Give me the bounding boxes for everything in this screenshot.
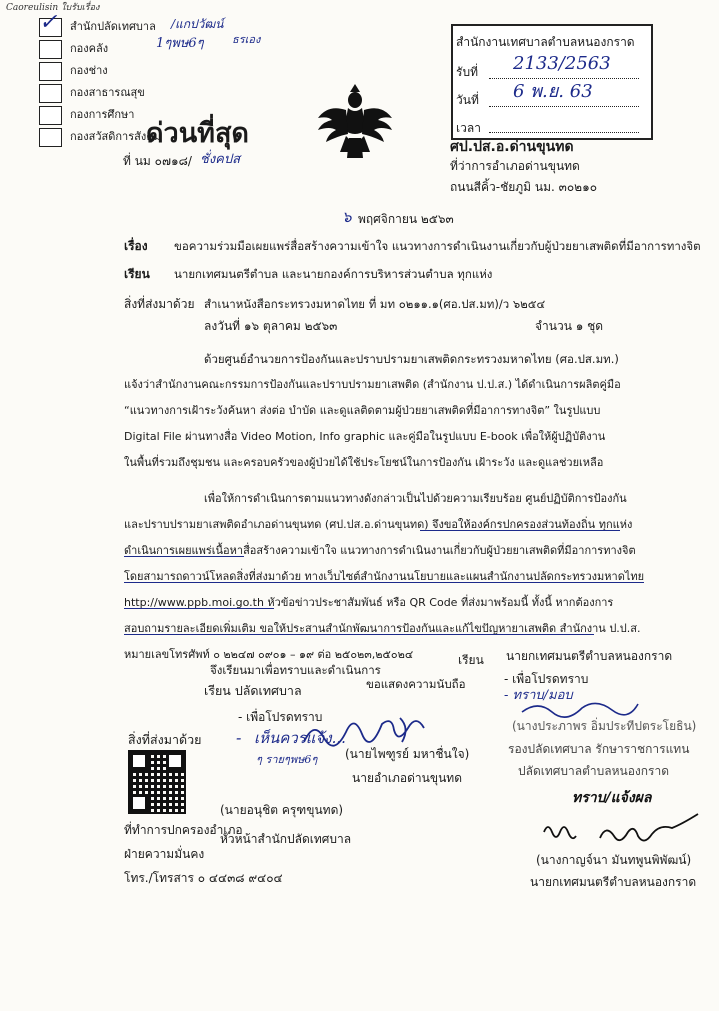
stamp-recv-value: 2133/2563 bbox=[513, 53, 611, 74]
paragraph-line: หมายเลขโทรศัพท์ ๐ ๒๒๔๗ ๐๙๐๑ – ๑๙ ต่อ ๒๕๐๒๓,๒๕๐๒๔ bbox=[124, 648, 414, 661]
doc-number-hand: ชั่งคปส bbox=[200, 152, 241, 167]
checkbox-label: กองคลัง bbox=[70, 42, 109, 55]
signer-name: (นายไพฑูรย์ มหาชื่นใจ) bbox=[345, 747, 470, 761]
sender-office: ที่ว่าการอำเภอด่านขุนทด bbox=[450, 159, 580, 173]
checkbox[interactable] bbox=[39, 40, 62, 59]
stamp-line bbox=[489, 106, 639, 107]
mayor-name: (นางกาญจ์นา มันทพูนพิพัฒน์) bbox=[536, 853, 692, 867]
checkbox[interactable] bbox=[39, 128, 62, 147]
checkbox[interactable] bbox=[39, 62, 62, 81]
right-hand-order: ทราบ/แจ้งผล bbox=[572, 790, 652, 806]
checkbox-label: กองการศึกษา bbox=[70, 108, 135, 121]
paragraph-line: ด้วยศูนย์อำนวยการป้องกันและปราบปรามยาเสพติดกระทรวงมหาดไทย (ศอ.ปส.มท.) bbox=[204, 352, 619, 366]
left-note-date: ๆ รายๆพษ6ๆ bbox=[256, 753, 318, 766]
pen-underline bbox=[124, 582, 644, 583]
top-scribble: Caoreulisin ใบรับเรื่อง bbox=[6, 3, 100, 13]
attachment-count: จำนวน ๑ ชุด bbox=[535, 319, 604, 333]
checkbox[interactable] bbox=[39, 84, 62, 103]
deputy-title: ปลัดเทศบาลตำบลหนองกราด bbox=[518, 764, 670, 778]
checkbox-row bbox=[39, 62, 239, 83]
paragraph-line: ดำเนินการเผยแพร่เนื้อหาสื่อสร้างความเข้าใจ แนวทางการดำเนินงานเกี่ยวกับผู้ป่วยยาเสพติดที่มีอาการทางจิต bbox=[124, 544, 636, 557]
checkbox-label: กองสวัสดิการสังคม bbox=[70, 130, 161, 143]
qr-finder bbox=[166, 752, 184, 770]
mayor-title: นายกเทศมนตรีตำบลหนองกราด bbox=[530, 875, 697, 889]
urgency-label: ด่วนที่สุด bbox=[146, 118, 249, 149]
hand-note: ธรเอง bbox=[232, 33, 261, 46]
date-text: พฤศจิกายน ๒๕๖๓ bbox=[358, 212, 454, 226]
paragraph-line: Digital File ผ่านทางสื่อ Video Motion, Info graphic และคู่มือในรูปแบบ E-book เพื่อให้ผู้ปฏิบัติงาน bbox=[124, 430, 606, 443]
right-note-to-label: เรียน bbox=[458, 653, 484, 667]
right-note-item: - เพื่อโปรดทราบ bbox=[504, 672, 589, 686]
paragraph-line: “แนวทางการเฝ้าระวังค้นหา ส่งต่อ บำบัด และดูแลติดตามผู้ป่วยยาเสพติดที่มีอาการทางจิต” ในรูปแบบ bbox=[124, 404, 601, 417]
checkbox-row bbox=[39, 40, 239, 61]
paragraph-line: โดยสามารถดาวน์โหลดสิ่งที่ส่งมาด้วย ทางเว็บไซต์สำนักงานนโยบายและแผนสำนักงานปลัดกระทรวงมหาดไทย bbox=[124, 570, 645, 583]
attachment-text: สำเนาหนังสือกระทรวงมหาดไทย ที่ มท ๐๒๑๑.๑(ศอ.ปส.มท)/ว ๖๒๕๔ bbox=[204, 297, 546, 311]
stamp-date-label: วันที่ bbox=[456, 93, 479, 107]
date-day-hand: ๖ bbox=[342, 208, 352, 226]
checkbox-label: กองช่าง bbox=[70, 64, 108, 77]
receive-stamp bbox=[451, 24, 653, 140]
attachment-label: สิ่งที่ส่งมาด้วย bbox=[124, 297, 195, 311]
paragraph-line: แจ้งว่าสำนักงานคณะกรรมการป้องกันและปราบปรามยาเสพติด (สำนักงาน ป.ป.ส.) ได้ดำเนินการผลิตคู่มือ bbox=[124, 378, 621, 391]
paragraph-line: เพื่อให้การดำเนินการตามแนวทางดังกล่าวเป็นไปด้วยความเรียบร้อย ศูนย์ปฏิบัติการป้องกัน bbox=[204, 492, 627, 505]
right-note-to: นายกเทศมนตรีตำบลหนองกราด bbox=[506, 649, 673, 663]
footer-dept: ฝ่ายความมั่นคง bbox=[124, 847, 205, 861]
qr-finder bbox=[130, 752, 148, 770]
left-note-to: เรียน ปลัดเทศบาล bbox=[204, 683, 302, 698]
attachment-date: ลงวันที่ ๑๖ ตุลาคม ๒๕๖๓ bbox=[204, 319, 338, 333]
subject-text: ขอความร่วมมือเผยแพร่สื่อสร้างความเข้าใจ แนวทางการดำเนินงานเกี่ยวกับผู้ป่วยยาเสพติดที่มีอาการทางจิต bbox=[174, 239, 701, 253]
subject-label: เรื่อง bbox=[124, 239, 148, 253]
checkmark-icon: ✓ bbox=[39, 10, 58, 35]
stamp-time-label: เวลา bbox=[456, 121, 481, 135]
stamp-office: สำนักงานเทศบาลตำบลหนองกราด bbox=[456, 35, 635, 49]
checkbox-label: สำนักปลัดเทศบาล bbox=[70, 20, 156, 33]
paragraph-line: http://www.ppb.moi.go.th หัวข้อข่าวประชาสัมพันธ์ หรือ QR Code ที่ส่งมาพร้อมนี้ ทั้งนี้ หากต้องการ bbox=[124, 596, 614, 609]
sender-address: ถนนสีคิ้ว-ชัยภูมิ นม. ๓๐๒๑๐ bbox=[450, 180, 598, 194]
doc-number: ที่ นม ๐๗๑๘/ bbox=[123, 154, 192, 168]
pen-underline bbox=[124, 608, 274, 609]
recipient-label: เรียน bbox=[124, 267, 150, 281]
stamp-recv-label: รับที่ bbox=[456, 65, 478, 79]
right-note-hand-item: - ทราบ/มอบ bbox=[504, 688, 573, 703]
footer-attach-label: สิ่งที่ส่งมาด้วย bbox=[128, 732, 202, 747]
footer-office: ที่ทำการปกครองอำเภอ bbox=[124, 823, 243, 837]
officer-name: (นายอนุชิต ครุฑขุนทด) bbox=[220, 803, 344, 817]
hand-note: /แกปวัฒน์ bbox=[171, 17, 224, 31]
pen-underline bbox=[420, 530, 620, 531]
signer-title: นายอำเภอด่านขุนทด bbox=[352, 771, 462, 785]
left-note-item: - เพื่อโปรดทราบ bbox=[238, 710, 323, 724]
checkbox[interactable] bbox=[39, 106, 62, 125]
hand-note: 1ๆพษ6ๆ bbox=[156, 36, 204, 51]
garuda-emblem-icon bbox=[316, 80, 394, 166]
stamp-date-value: 6 พ.ย. 63 bbox=[513, 81, 593, 102]
stamp-line bbox=[489, 132, 639, 133]
left-note-dash: - bbox=[236, 728, 242, 747]
sender-abbr: ศป.ปส.อ.ด่านขุนทด bbox=[450, 139, 574, 155]
left-note-hand: เห็นควรแจ้ง... bbox=[254, 729, 346, 747]
deputy-name: (นางประภาพร อิ่มประทีปตระโยธิน) bbox=[512, 719, 697, 733]
qr-finder bbox=[130, 794, 148, 812]
pen-underline bbox=[124, 556, 244, 557]
closing-text: จึงเรียนมาเพื่อทราบและดำเนินการ bbox=[210, 663, 381, 677]
regards-text: ขอแสดงความนับถือ bbox=[366, 677, 466, 691]
paragraph-line: และปราบปรามยาเสพติดอำเภอด่านขุนทด (ศป.ปส.อ.ด่านขุนทด) จึงขอให้องค์กรปกครองส่วนท้องถิ่น ทุกแห่ง bbox=[124, 518, 633, 531]
deputy-title: รองปลัดเทศบาล รักษาราชการแทน bbox=[508, 742, 690, 756]
recipient-text: นายกเทศมนตรีตำบล และนายกองค์การบริหารส่วนตำบล ทุกแห่ง bbox=[174, 267, 493, 281]
stamp-line bbox=[489, 78, 639, 79]
pen-underline bbox=[124, 634, 594, 635]
paragraph-line: ในพื้นที่รวมถึงชุมชน และครอบครัวของผู้ป่วยได้ใช้ประโยชน์ในการป้องกัน เฝ้าระวัง และดูแลช่วยเหลือ bbox=[124, 456, 604, 469]
officer-title: หัวหน้าสำนักปลัดเทศบาล bbox=[220, 832, 352, 846]
checkbox-row bbox=[39, 84, 239, 105]
paragraph-line: สอบถามรายละเอียดเพิ่มเติม ขอให้ประสานสำนักพัฒนาการป้องกันและแก้ไขปัญหายาเสพติด สำนักงาน ป.ป.ส. bbox=[124, 622, 641, 635]
footer-phone: โทร./โทรสาร ๐ ๔๔๓๘ ๙๔๐๔ bbox=[124, 871, 283, 885]
checkbox-label: กองสาธารณสุข bbox=[70, 86, 145, 99]
